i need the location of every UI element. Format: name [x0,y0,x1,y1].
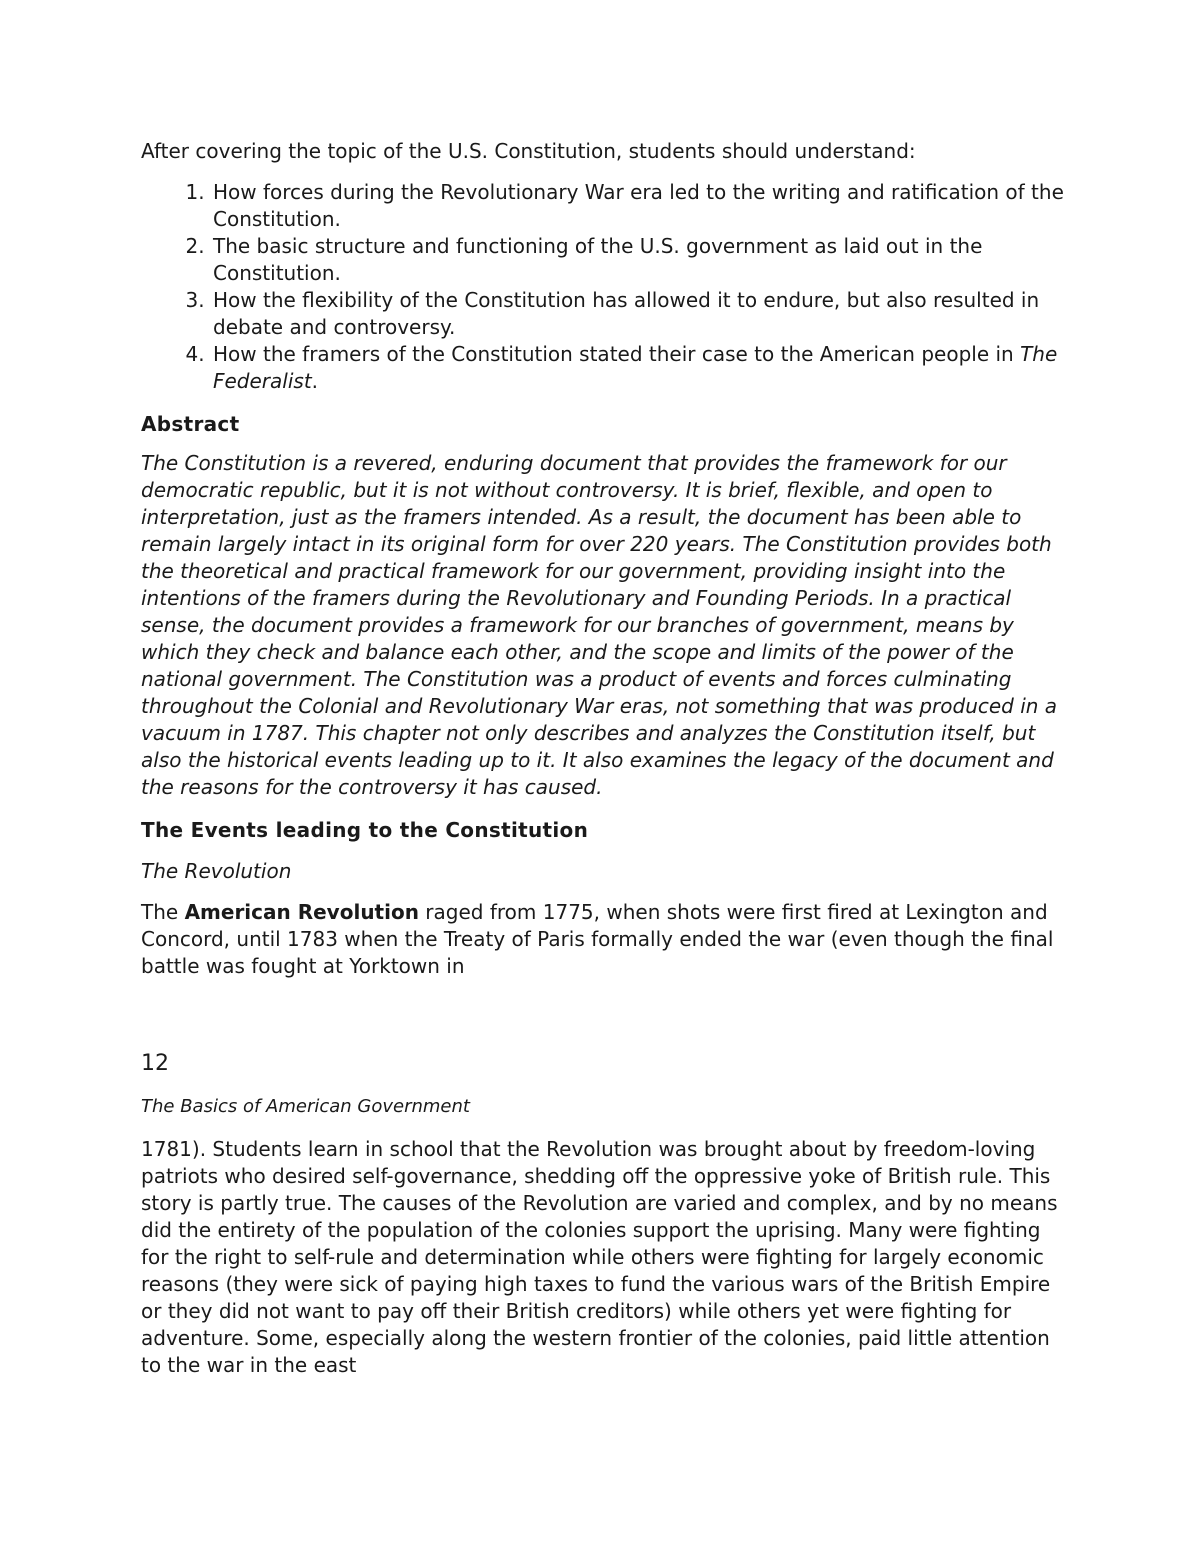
intro-paragraph: After covering the topic of the U.S. Constitution, students should understand: [141,139,916,163]
objective-text-end: . [311,369,319,393]
federalist-title: The Federalist [213,342,1058,393]
section-subheading: The Revolution [141,859,292,883]
list-item [211,287,1071,341]
document-page [141,138,1071,1393]
objective-text: How the framers of the Constitution stated their case to the American people in [213,342,1021,366]
running-head: The Basics of American Government [141,1096,470,1117]
learning-objectives-list [141,179,1071,395]
section-heading: The Events leading to the Constitution [141,818,589,842]
paragraph-start: The [141,900,185,924]
list-item [211,233,1071,287]
objective-text: The basic structure and functioning of the U.S. government as laid out in the Constitution. [213,234,983,285]
objective-text: How the flexibility of the Constitution has allowed it to endure, but also resulted in debate and controversy. [213,288,1040,339]
american-revolution-term: American Revolution [184,900,419,924]
list-item [211,179,1071,233]
revolution-paragraph [141,899,1071,980]
abstract-text: The Constitution is a revered, enduring document that provides the framework for our democratic republic, but it is not without controversy. It is brief, flexible, and open to interpretation, just as the framers intended. As a result, the document has been able to remain largely intact in its original form for over 220 years. The Constitution provides both the theoretical and practical framework for our government, providing insight into the intentions of the framers during the Revolutionary and Founding Periods. In a practical sense, the document provides a framework for our branches of government, means by which they check and balance each other, and the scope and limits of the power of the national government. The Constitution was a product of events and forces culminating throughout the Colonial and Revolutionary War eras, not something that was produced in a vacuum in 1787. This chapter not only describes and analyzes the Constitution itself, but also the historical events leading up to it. It also examines the legacy of the document and the reasons for the controversy it has caused. [141,451,1058,799]
objective-text: How forces during the Revolutionary War era led to the writing and ratification of the Constitution. [213,180,1064,231]
list-item [211,341,1071,395]
abstract-heading: Abstract [141,412,240,436]
page-number: 12 [141,1051,169,1076]
continuation-paragraph: 1781). Students learn in school that the Revolution was brought about by freedom-loving patriots who desired self-governance, shedding off the oppressive yoke of British rule. This story is partly true. The causes of the Revolution are varied and complex, and by no means did the entirety of the population of the colonies support the uprising. Many were fighting for the right to self-rule and determination while others were fighting for largely economic reasons (they were sick of paying high taxes to fund the various wars of the British Empire or they did not want to pay off their British creditors) while others yet were fighting for adventure. Some, especially along the western frontier of the colonies, paid little attention to the war in the east [141,1137,1058,1377]
paragraph-rest: raged from 1775, when shots were first fired at Lexington and Concord, until 1783 when the Treaty of Paris formally ended the war (even though the final battle was fought at Yorktown in [141,900,1054,978]
